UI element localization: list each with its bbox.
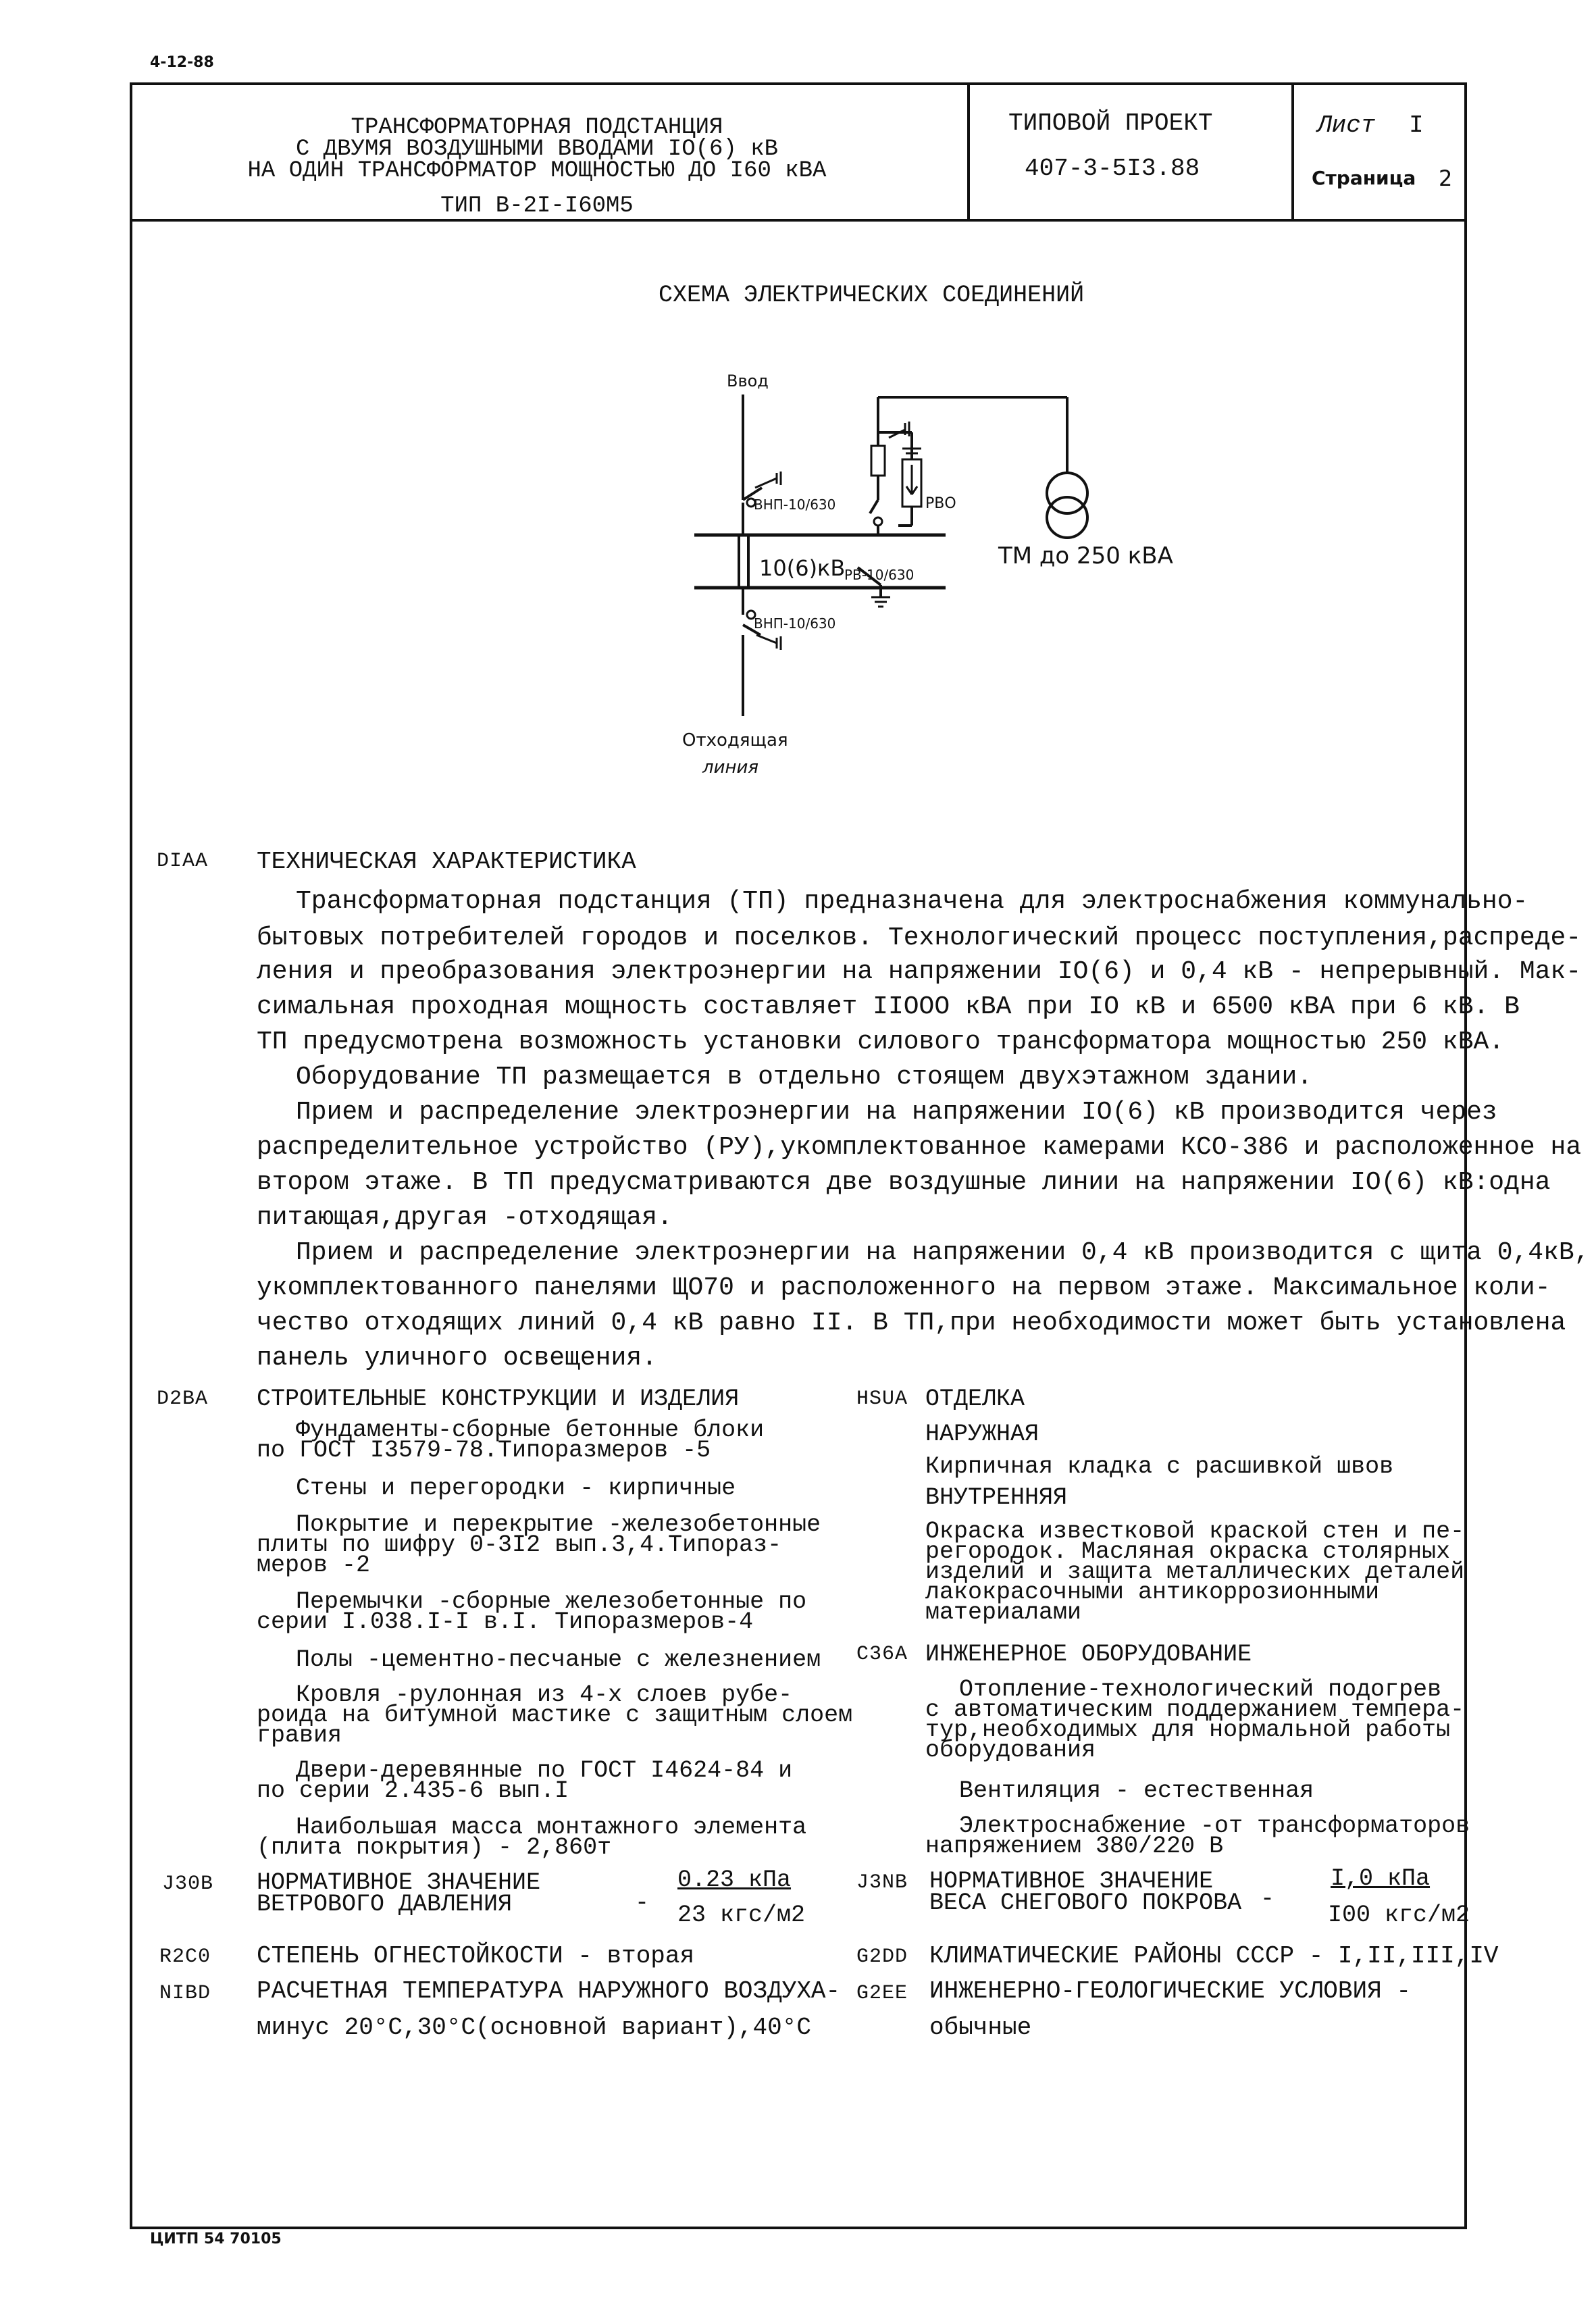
- equipment-line: оборудования: [925, 1737, 1096, 1764]
- equipment-line: с автоматическим поддержанием темпера-: [925, 1696, 1465, 1723]
- equipment-line: Вентиляция - естественная: [959, 1777, 1314, 1804]
- tech-paragraph-line: панель уличного освещения.: [257, 1344, 657, 1373]
- finishing-inner-line: изделий и защита металлических деталей: [925, 1558, 1465, 1585]
- construction-line: (плита покрытия) - 2,860т: [257, 1834, 612, 1861]
- tech-paragraph-line: симальная проходная мощность составляет IIOOO кВА при IO кВ и 6500 кВА при 6 кВ. В: [257, 992, 1520, 1021]
- electrical-scheme: [0, 0, 1596, 797]
- equipment-line: Электроснабжение -от трансформаторов: [959, 1812, 1470, 1839]
- tech-code: DIAA: [157, 850, 209, 873]
- finishing-inner-line: регородок. Масляная окраска столярных: [925, 1538, 1451, 1565]
- header-title-3: НА ОДИН ТРАНСФОРМАТОР МОЩНОСТЬЮ ДО I60 кВА: [247, 158, 827, 184]
- scheme-input-label: Ввод: [727, 372, 769, 390]
- construction-line: Двери-деревянные по ГОСТ I4624-84 и: [296, 1757, 793, 1784]
- equipment-code: C36A: [856, 1643, 908, 1666]
- construction-line: роида на битумной мастике с защитным слоем: [257, 1702, 853, 1729]
- construction-line: по серии 2.435-6 вып.I: [257, 1777, 569, 1804]
- project-number: 407-3-5I3.88: [1025, 155, 1200, 182]
- tech-paragraph-line: Трансформаторная подстанция (ТП) предназначена для электроснабжения коммунально-: [296, 887, 1528, 916]
- construction-line: Перемычки -сборные железобетонные по: [296, 1588, 807, 1615]
- geology-code: G2EE: [856, 1982, 908, 2005]
- construction-line: Фундаменты-сборные бетонные блоки: [296, 1417, 765, 1444]
- construction-line: Стены и перегородки - кирпичные: [296, 1475, 736, 1502]
- footer-code: ЦИТП 54 70105: [150, 2231, 282, 2247]
- tech-paragraph-line: укомплектованного панелями ЩО70 и расположенного на первом этаже. Максимальное коли-: [257, 1273, 1551, 1302]
- tech-paragraph-line: ТП предусмотрена возможность установки силового трансформатора мощностью 250 кВА.: [257, 1027, 1505, 1057]
- wind-line-1: НОРМАТИВНОЕ ЗНАЧЕНИЕ: [257, 1869, 541, 1896]
- tech-title: ТЕХНИЧЕСКАЯ ХАРАКТЕРИСТИКА: [257, 848, 636, 875]
- finishing-outer-title: НАРУЖНАЯ: [925, 1421, 1039, 1448]
- tech-paragraph-line: питающая,другая -отходящая.: [257, 1203, 673, 1232]
- snow-line-1: НОРМАТИВНОЕ ЗНАЧЕНИЕ: [929, 1868, 1214, 1895]
- fire-text: СТЕПЕНЬ ОГНЕСТОЙКОСТИ - вторая: [257, 1942, 695, 1970]
- tech-paragraph-line: Оборудование ТП размещается в отдельно стоящем двухэтажном здании.: [296, 1063, 1313, 1092]
- construction-line: Покрытие и перекрытие -железобетонные: [296, 1511, 821, 1538]
- project-label: ТИПОВОЙ ПРОЕКТ: [1008, 109, 1213, 137]
- construction-line: по ГОСТ I3579-78.Типоразмеров -5: [257, 1437, 711, 1464]
- temperature-code: NIBD: [159, 1982, 211, 2005]
- finishing-inner-line: материалами: [925, 1599, 1082, 1626]
- document-date: 4-12-88: [150, 54, 214, 71]
- finishing-inner-line: Окраска известковой краской стен и пе-: [925, 1518, 1465, 1545]
- equipment-line: Отопление-технологический подогрев: [959, 1676, 1442, 1703]
- tech-paragraph-line: чество отходящих линий 0,4 кВ равно II. В ТП,при необходимости может быть установлена: [257, 1308, 1566, 1338]
- finishing-inner-line: лакокрасочными антикоррозионными: [925, 1579, 1380, 1606]
- construction-line: серии I.038.I-I в.I. Типоразмеров-4: [257, 1608, 754, 1635]
- snow-line-2: ВЕСА СНЕГОВОГО ПОКРОВА: [929, 1889, 1242, 1916]
- construction-line: Наибольшая масса монтажного элемента: [296, 1814, 807, 1841]
- scheme-earthing-switch: РВ-10/630: [844, 567, 915, 583]
- scheme-title: СХЕМА ЭЛЕКТРИЧЕСКИХ СОЕДИНЕНИЙ: [659, 282, 1085, 309]
- header-title-1: ТРАНСФОРМАТОРНАЯ ПОДСТАНЦИЯ: [351, 115, 723, 141]
- wind-code: J30B: [162, 1873, 214, 1896]
- tech-paragraph-line: ления и преобразования электроэнергии на напряжении IO(6) и 0,4 кВ - непрерывный. Мак-: [257, 957, 1582, 986]
- equipment-line: тур,необходимых для нормальной работы: [925, 1717, 1451, 1744]
- header-title-4: ТИП В-2I-I60М5: [440, 193, 634, 219]
- transformer-coil-top: [1047, 473, 1087, 513]
- equipment-line: напряжением 380/220 В: [925, 1833, 1224, 1860]
- construction-line: плиты по шифру 0-3I2 вып.3,4.Типораз-: [257, 1531, 782, 1558]
- wind-dash: -: [635, 1889, 650, 1916]
- header-title-2: С ДВУМЯ ВОЗДУШНЫМИ ВВОДАМИ IO(6) кВ: [295, 136, 779, 162]
- wind-value-2: 23 кгс/м2: [677, 1902, 806, 1929]
- sheet-label: Лист: [1317, 111, 1376, 139]
- construction-code: D2BA: [157, 1388, 209, 1410]
- snow-value-2: I00 кгс/м2: [1328, 1902, 1470, 1929]
- scheme-bus-voltage: 10(6)кВ: [759, 555, 846, 581]
- page-label: Страница: [1312, 167, 1416, 189]
- snow-code: J3NB: [856, 1871, 908, 1894]
- construction-line: меров -2: [257, 1552, 371, 1579]
- tech-paragraph-line: Прием и распределение электроэнергии на напряжении IO(6) кВ производится через: [296, 1098, 1497, 1127]
- construction-title: СТРОИТЕЛЬНЫЕ КОНСТРУКЦИИ И ИЗДЕЛИЯ: [257, 1386, 740, 1413]
- snow-value-1: I,0 кПа: [1331, 1865, 1431, 1892]
- temperature-line-1: РАСЧЕТНАЯ ТЕМПЕРАТУРА НАРУЖНОГО ВОЗДУХА-: [257, 1977, 841, 2005]
- tech-paragraph-line: втором этаже. В ТП предусматриваются две воздушные линии на напряжении IO(6) кВ:одна: [257, 1168, 1551, 1197]
- page-value: 2: [1439, 166, 1453, 191]
- equipment-title: ИНЖЕНЕРНОЕ ОБОРУДОВАНИЕ: [925, 1641, 1252, 1668]
- tech-paragraph-line: распределительное устройство (РУ),укомплектованное камерами КСО-386 и расположенное на: [257, 1133, 1582, 1162]
- scheme-outgoing-line-1: Отходящая: [682, 730, 788, 751]
- scheme-switch-top: ВНП-10/630: [754, 497, 836, 513]
- wind-value-1: 0.23 кПа: [677, 1866, 792, 1893]
- climate-text: КЛИМАТИЧЕСКИЕ РАЙОНЫ СССР - I,II,III,IV: [929, 1942, 1499, 1970]
- tech-paragraph-line: бытовых потребителей городов и поселков. Технологический процесс поступления,распреде-: [257, 923, 1582, 952]
- scheme-outgoing-line-2: линия: [702, 757, 759, 778]
- fire-code: R2C0: [159, 1946, 211, 1968]
- scheme-arrester: РВО: [925, 495, 956, 512]
- finishing-code: HSUA: [856, 1388, 908, 1410]
- snow-dash: -: [1260, 1885, 1275, 1912]
- transformer-coil-bottom: [1047, 497, 1087, 538]
- finishing-inner-title: ВНУТРЕННЯЯ: [925, 1484, 1068, 1511]
- climate-code: G2DD: [856, 1946, 908, 1968]
- sheet-value: I: [1409, 111, 1424, 139]
- fuse: [871, 446, 885, 476]
- construction-line: Полы -цементно-песчаные с железнением: [296, 1646, 821, 1673]
- wind-line-2: ВЕТРОВОГО ДАВЛЕНИЯ: [257, 1891, 513, 1918]
- temperature-line-2: минус 20°С,30°С(основной вариант),40°С: [257, 2014, 811, 2041]
- geology-line-1: ИНЖЕНЕРНО-ГЕОЛОГИЧЕСКИЕ УСЛОВИЯ -: [929, 1977, 1411, 2005]
- scheme-transformer-label: ТМ до 250 кВА: [998, 542, 1173, 569]
- construction-line: Кровля -рулонная из 4-х слоев рубе-: [296, 1681, 793, 1708]
- scheme-switch-bottom: ВНП-10/630: [754, 615, 836, 632]
- tech-paragraph-line: Прием и распределение электроэнергии на напряжении 0,4 кВ производится с щита 0,4кВ,: [296, 1238, 1590, 1267]
- construction-line: гравия: [257, 1722, 342, 1749]
- geology-line-2: обычные: [929, 2014, 1032, 2041]
- finishing-outer-text: Кирпичная кладка с расшивкой швов: [925, 1453, 1394, 1480]
- finishing-title: ОТДЕЛКА: [925, 1386, 1025, 1413]
